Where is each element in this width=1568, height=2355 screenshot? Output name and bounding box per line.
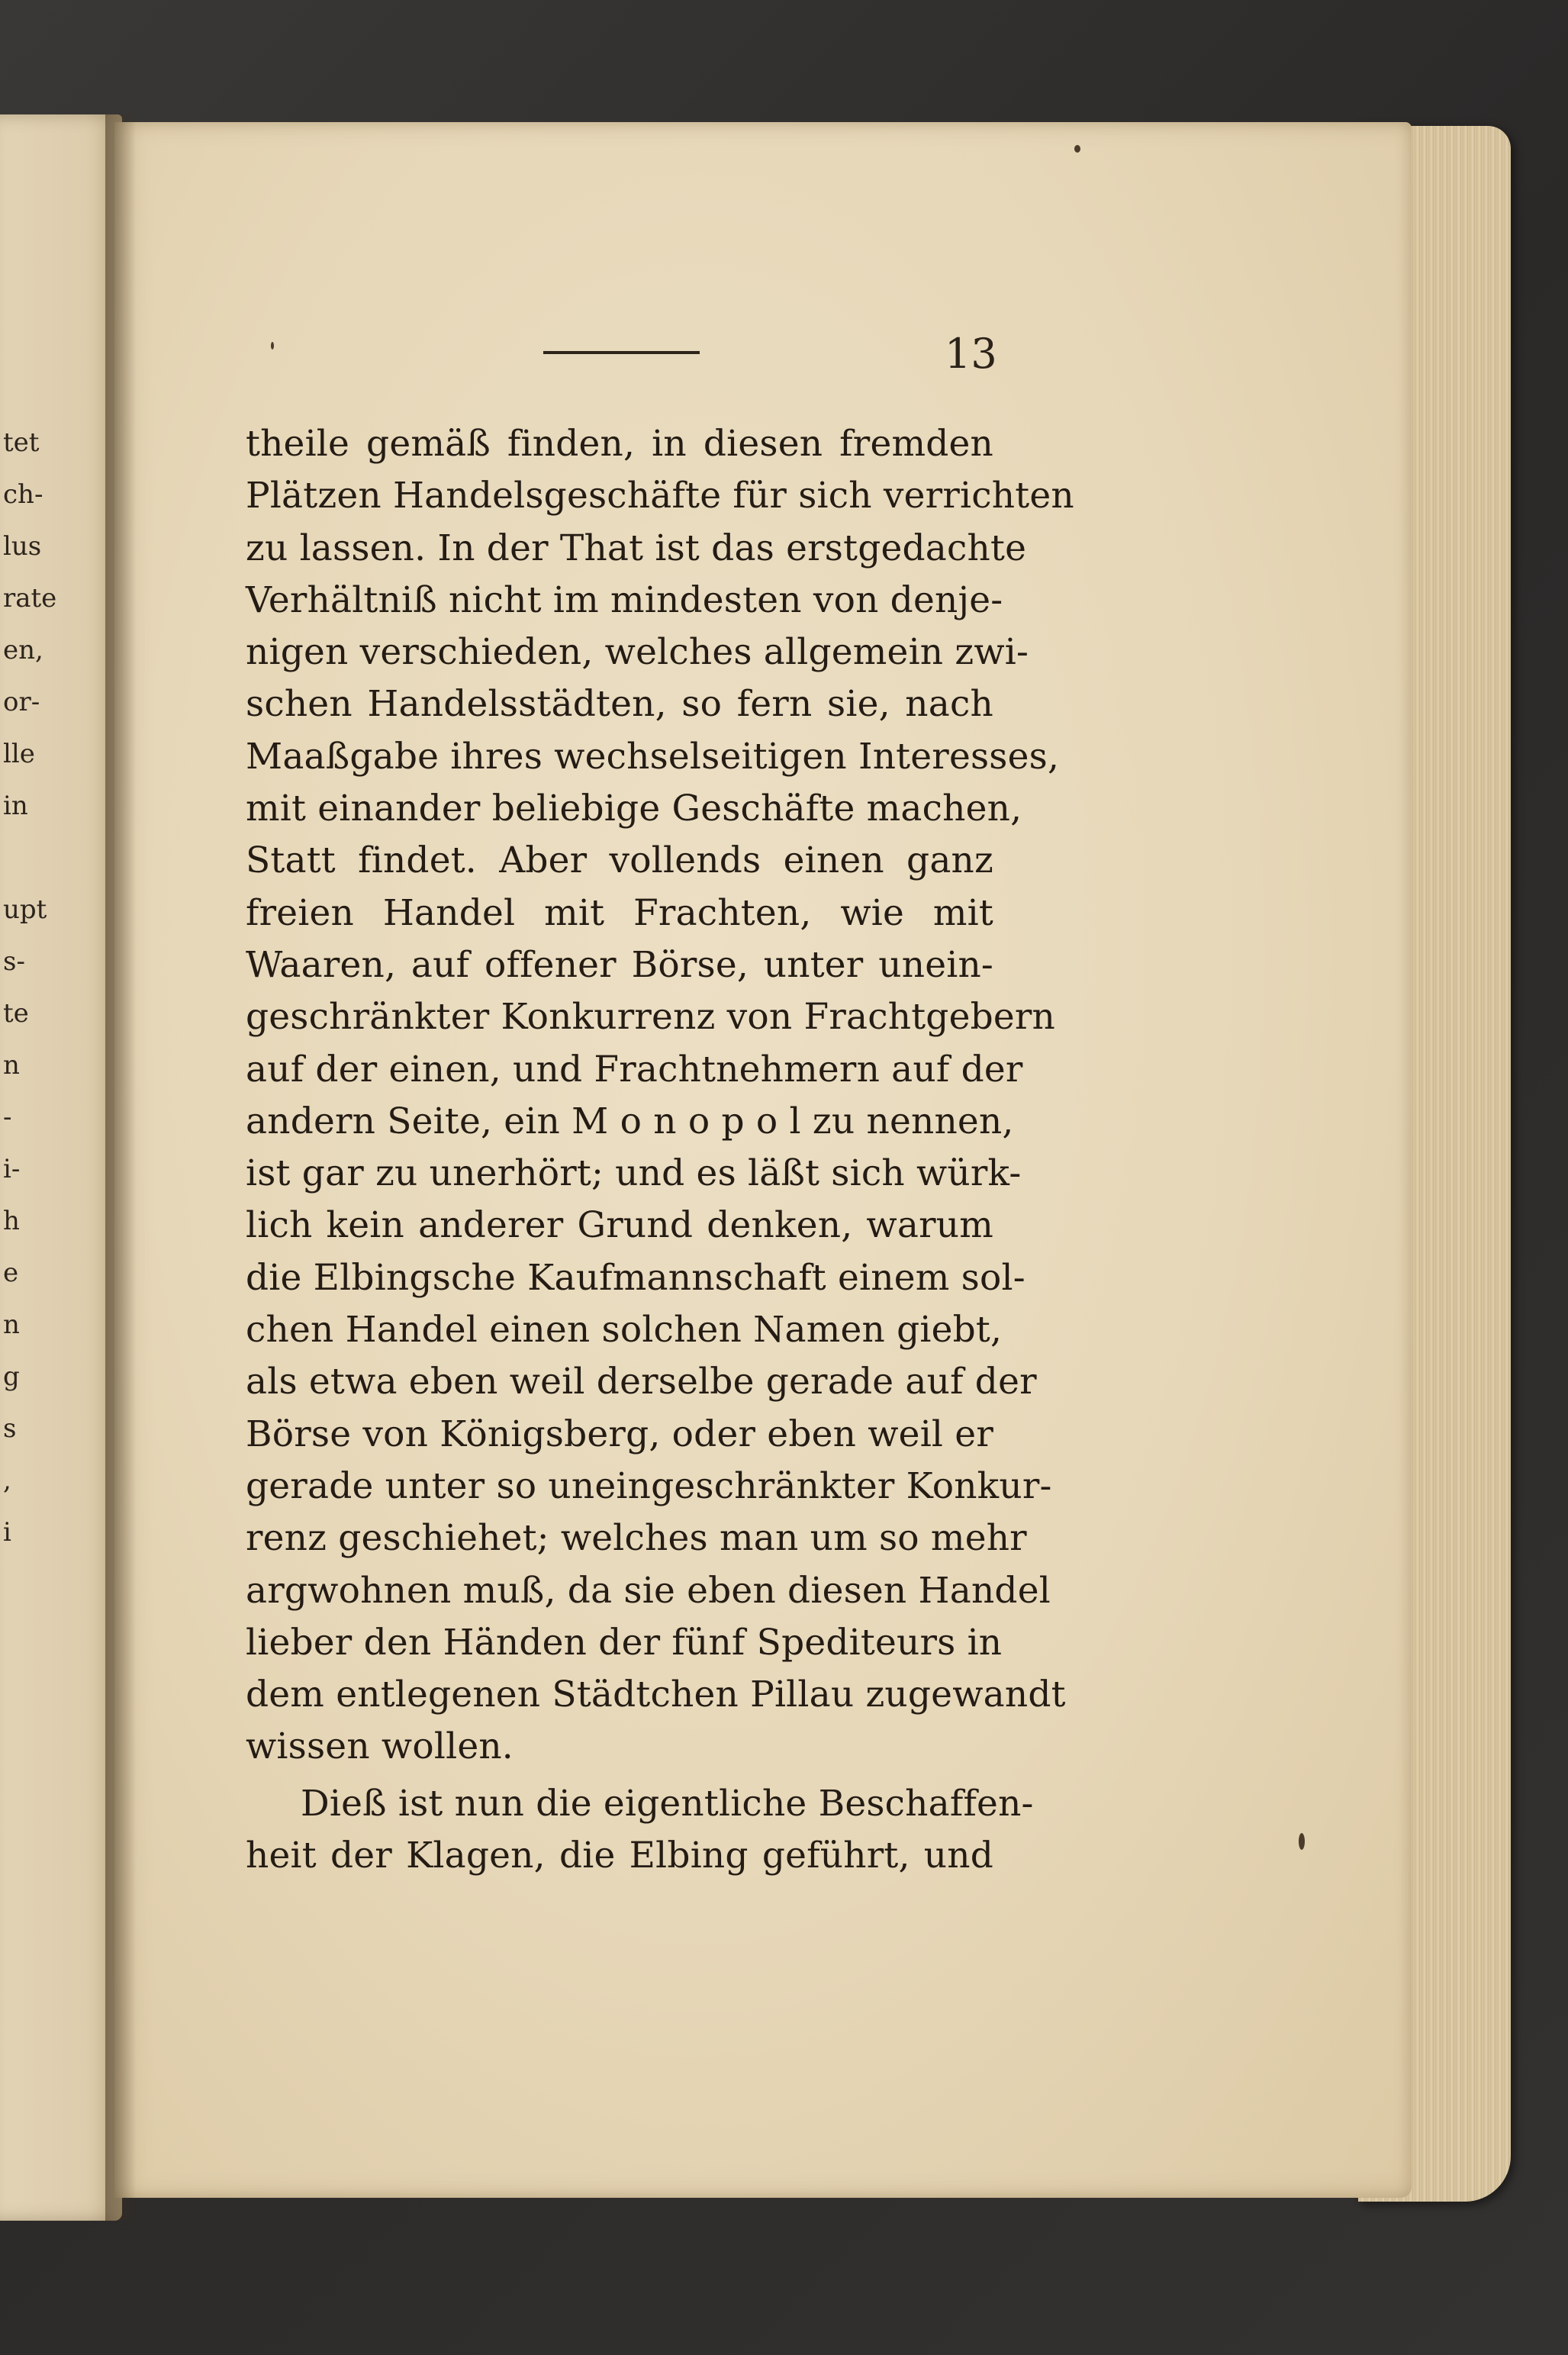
left-page-fragment: te (3, 998, 29, 1029)
text-line: nigen verschieden, welches allgemein zwi- (246, 631, 1029, 674)
left-page-fragment: en, (3, 635, 43, 665)
text-line: auf der einen, und Frachtnehmern auf der (246, 1048, 1023, 1091)
text-line: schen Handelsstädten, so fern sie, nach (246, 683, 993, 726)
left-page-fragment: n (3, 1050, 20, 1081)
text-line: Verhältniß nicht im mindesten von denje- (246, 578, 1003, 621)
text-line: ist gar zu unerhört; und es läßt sich würk- (246, 1152, 1022, 1195)
page-number: 13 (945, 330, 997, 378)
text-line: Maaßgabe ihres wechselseitigen Interesses, (246, 735, 1060, 778)
left-page-fragment: e (3, 1258, 19, 1288)
left-page-fragment: rate (3, 583, 57, 614)
text-line: gerade unter so uneingeschränkter Konkur- (246, 1464, 1052, 1507)
body-text (246, 418, 1074, 1882)
text-line: die Elbingsche Kaufmannschaft einem sol- (246, 1256, 1025, 1299)
text-line: mit einander beliebige Geschäfte machen, (246, 788, 1022, 830)
text-line: Waaren, auf offener Börse, unter unein- (246, 943, 993, 986)
text-line: chen Handel einen solchen Namen giebt, (246, 1309, 1003, 1351)
left-page-fragment: h (3, 1206, 20, 1236)
text-line: als etwa eben weil derselbe gerade auf der (246, 1361, 1037, 1403)
left-page-fragment: ch- (3, 479, 43, 510)
text-line: wissen wollen. (246, 1725, 514, 1768)
text-line: dem entlegenen Städtchen Pillau zugewandt (246, 1674, 1066, 1716)
left-page-fragment: tet (3, 427, 40, 458)
text-line: lich kein anderer Grund denken, warum (246, 1204, 993, 1247)
left-page-fragment: , (3, 1465, 11, 1496)
text-line: Statt findet. Aber vollends einen ganz (246, 839, 993, 882)
text-line: heit der Klagen, die Elbing geführt, und (246, 1835, 993, 1877)
left-page-fragment: n (3, 1310, 20, 1340)
facing-page-left (0, 114, 122, 2221)
left-page-fragment: - (3, 1102, 12, 1132)
text-line: freien Handel mit Frachten, wie mit (246, 891, 993, 934)
gutter-shadow (105, 114, 136, 2221)
text-line: lieber den Händen der fünf Spediteurs in (246, 1621, 1003, 1664)
text-line: Börse von Königsberg, oder eben weil er (246, 1413, 993, 1455)
text-line: Dieß ist nun die eigentliche Beschaffen- (301, 1782, 1034, 1825)
left-page-fragment: or- (3, 687, 40, 717)
text-line: theile gemäß finden, in diesen fremden (246, 423, 993, 465)
left-page-fragment: lle (3, 739, 35, 769)
text-line: renz geschiehet; welches man um so mehr (246, 1517, 1027, 1560)
left-page-fragment: in (3, 791, 28, 821)
text-line: Plätzen Handelsgeschäfte für sich verrichten (246, 475, 1074, 517)
left-page-fragment: s- (3, 946, 25, 977)
left-page-fragment: s (3, 1413, 17, 1444)
text-line: argwohnen muß, da sie eben diesen Handel (246, 1569, 1051, 1612)
text-line: zu lassen. In der That ist das erstgedachte (246, 527, 1027, 569)
left-page-fragment: i (3, 1517, 11, 1548)
text-line: andern Seite, ein M o n o p o l zu nennen, (246, 1100, 1014, 1142)
left-page-fragment: upt (3, 894, 47, 925)
left-page-fragment: lus (3, 531, 42, 562)
text-line: geschränkter Konkurrenz von Frachtgebern (246, 996, 1056, 1039)
left-page-fragment: i- (3, 1154, 21, 1184)
header-rule (543, 351, 700, 354)
left-page-fragment: g (3, 1361, 20, 1392)
